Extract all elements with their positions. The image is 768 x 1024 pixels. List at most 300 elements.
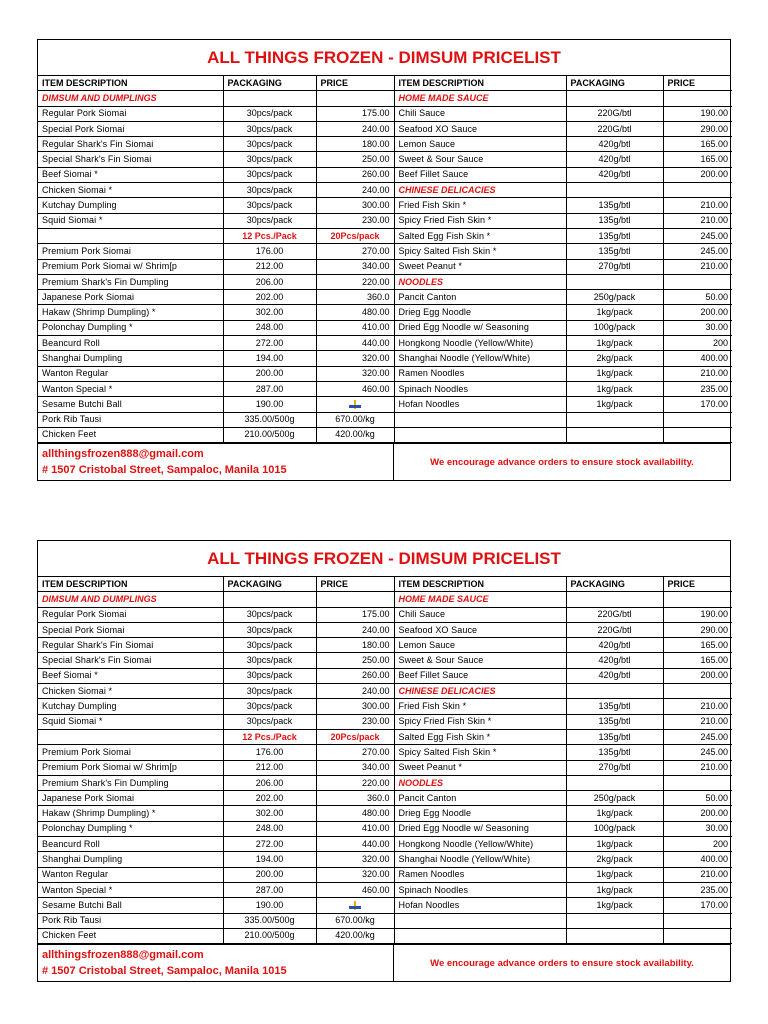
pack-size-heading: 20Pcs/pack [316, 729, 394, 744]
price-cell: 440.00 [316, 837, 394, 852]
column-header-packaging: PACKAGING [223, 76, 316, 91]
price-cell: 240.00 [316, 622, 394, 637]
price-cell: 440.00 [316, 336, 394, 351]
item-name: Drieg Egg Noodle [394, 806, 566, 821]
packaging-cell: 200.00 [223, 366, 316, 381]
packaging-cell: 100g/pack [566, 320, 663, 335]
item-name: Special Pork Siomai [38, 121, 223, 136]
packaging-cell: 1kg/pack [566, 837, 663, 852]
price-cell: 190.00 [663, 607, 732, 622]
packaging-cell: 206.00 [223, 274, 316, 289]
price-cell: 200.00 [663, 167, 732, 182]
packaging-cell: 420g/btl [566, 167, 663, 182]
column-header-item-description: ITEM DESCRIPTION [38, 76, 223, 91]
column-header-item-description: ITEM DESCRIPTION [394, 577, 566, 592]
pricelist-table [38, 76, 732, 443]
pack-size-heading: 12 Pcs./Pack [223, 729, 316, 744]
empty-cell [566, 913, 663, 928]
table-row [38, 106, 732, 121]
price-cell: 175.00 [316, 607, 394, 622]
packaging-cell: 30pcs/pack [223, 106, 316, 121]
item-name: Premium Pork Siomai [38, 745, 223, 760]
item-name: Hofan Noodles [394, 397, 566, 412]
packaging-cell: 30pcs/pack [223, 638, 316, 653]
price-cell: 245.00 [663, 244, 732, 259]
price-cell: 240.00 [316, 121, 394, 136]
packaging-cell: 420.00/kg [316, 427, 394, 442]
price-cell: 235.00 [663, 381, 732, 396]
table-row [38, 607, 732, 622]
price-cell: 300.00 [316, 198, 394, 213]
price-cell: 245.00 [663, 745, 732, 760]
packaging-cell: 1kg/pack [566, 381, 663, 396]
item-name: Premium Pork Siomai w/ Shrim[p [38, 259, 223, 274]
packaging-cell: 30pcs/pack [223, 198, 316, 213]
item-name: Dried Egg Noodle w/ Seasoning [394, 320, 566, 335]
empty-cell [394, 427, 566, 442]
table-row [38, 882, 732, 897]
column-header-price: PRICE [663, 577, 732, 592]
packaging-cell: 335.00/500g [223, 913, 316, 928]
packaging-cell: 202.00 [223, 290, 316, 305]
table-row [38, 320, 732, 335]
item-name: Wanton Special * [38, 882, 223, 897]
contact-address: # 1507 Cristobal Street, Sampaloc, Manila 1015 [42, 464, 287, 477]
price-cell: 165.00 [663, 137, 732, 152]
packaging-cell: 30pcs/pack [223, 167, 316, 182]
marker-icon [349, 901, 361, 910]
price-cell: 210.00 [663, 714, 732, 729]
table-row [38, 745, 732, 760]
price-cell: 340.00 [316, 760, 394, 775]
packaging-cell: 287.00 [223, 882, 316, 897]
table-row [38, 336, 732, 351]
empty-cell [223, 592, 316, 607]
empty-cell [663, 592, 732, 607]
packaging-cell: 1kg/pack [566, 305, 663, 320]
item-name: Seafood XO Sauce [394, 121, 566, 136]
price-cell: 240.00 [316, 183, 394, 198]
price-cell: 320.00 [316, 366, 394, 381]
category-heading: NOODLES [394, 775, 566, 790]
empty-cell [394, 913, 566, 928]
packaging-cell: 202.00 [223, 791, 316, 806]
category-heading: CHINESE DELICACIES [394, 183, 566, 198]
packaging-cell: 250g/pack [566, 791, 663, 806]
price-cell: 400.00 [663, 852, 732, 867]
table-row [38, 213, 732, 228]
column-header-packaging: PACKAGING [223, 577, 316, 592]
item-name: Sweet & Sour Sauce [394, 152, 566, 167]
table-row [38, 121, 732, 136]
packaging-cell: 200.00 [223, 867, 316, 882]
item-name: Hakaw (Shrimp Dumpling) * [38, 806, 223, 821]
item-name: Chicken Siomai * [38, 183, 223, 198]
item-name: Seafood XO Sauce [394, 622, 566, 637]
empty-cell [566, 775, 663, 790]
table-row [38, 290, 732, 305]
empty-cell [566, 592, 663, 607]
table-row [38, 91, 732, 106]
item-name: Regular Shark's Fin Siomai [38, 638, 223, 653]
table-row [38, 305, 732, 320]
packaging-cell: 176.00 [223, 244, 316, 259]
item-name: Premium Shark's Fin Dumpling [38, 274, 223, 289]
empty-cell [394, 412, 566, 427]
table-row [38, 852, 732, 867]
price-cell: 210.00 [663, 366, 732, 381]
price-cell: 270.00 [316, 244, 394, 259]
item-name: Sweet Peanut * [394, 760, 566, 775]
table-row [38, 167, 732, 182]
price-cell: 210.00 [663, 867, 732, 882]
column-header-price: PRICE [316, 577, 394, 592]
table-row [38, 760, 732, 775]
price-cell: 50.00 [663, 290, 732, 305]
packaging-cell: 135g/btl [566, 714, 663, 729]
table-row [38, 668, 732, 683]
price-cell: 210.00 [663, 259, 732, 274]
price-cell: 230.00 [316, 714, 394, 729]
column-header-price: PRICE [663, 76, 732, 91]
packaging-cell: 248.00 [223, 821, 316, 836]
price-cell: 210.00 [663, 213, 732, 228]
category-heading: HOME MADE SAUCE [394, 91, 566, 106]
item-name: Salted Egg Fish Skin * [394, 228, 566, 243]
price-cell: 360.0 [316, 290, 394, 305]
item-name: Shanghai Noodle (Yellow/White) [394, 852, 566, 867]
packaging-cell: 30pcs/pack [223, 213, 316, 228]
item-name: Salted Egg Fish Skin * [394, 729, 566, 744]
contact-email[interactable]: allthingsfrozen888@gmail.com [42, 448, 204, 461]
packaging-cell: 420g/btl [566, 668, 663, 683]
item-name: Beef Siomai * [38, 668, 223, 683]
pricelist-title: ALL THINGS FROZEN - DIMSUM PRICELIST [38, 40, 730, 76]
price-cell: 175.00 [316, 106, 394, 121]
packaging-cell: 135g/btl [566, 729, 663, 744]
price-cell: 230.00 [316, 213, 394, 228]
price-cell: 245.00 [663, 729, 732, 744]
item-name: Wanton Regular [38, 867, 223, 882]
advance-order-note: We encourage advance orders to ensure stock availability. [430, 957, 694, 969]
item-name: Spinach Noodles [394, 381, 566, 396]
item-name: Sweet & Sour Sauce [394, 653, 566, 668]
item-name: Hakaw (Shrimp Dumpling) * [38, 305, 223, 320]
item-name: Drieg Egg Noodle [394, 305, 566, 320]
table-row [38, 397, 732, 412]
item-name: Wanton Special * [38, 381, 223, 396]
packaging-cell: 194.00 [223, 852, 316, 867]
price-cell: 165.00 [663, 653, 732, 668]
item-name: Fried Fish Skin * [394, 198, 566, 213]
table-row [38, 729, 732, 744]
empty-cell [663, 274, 732, 289]
price-cell: 180.00 [316, 638, 394, 653]
price-cell: 300.00 [316, 699, 394, 714]
price-cell: 210.00 [663, 699, 732, 714]
item-name: Special Shark's Fin Siomai [38, 152, 223, 167]
empty-cell [566, 274, 663, 289]
price-cell: 270.00 [316, 745, 394, 760]
price-cell: 400.00 [663, 351, 732, 366]
table-row [38, 775, 732, 790]
packaging-cell: 335.00/500g [223, 412, 316, 427]
item-name: Polonchay Dumpling * [38, 821, 223, 836]
packaging-cell: 420g/btl [566, 152, 663, 167]
price-cell: 30.00 [663, 320, 732, 335]
packaging-cell: 30pcs/pack [223, 152, 316, 167]
packaging-cell: 270g/btl [566, 259, 663, 274]
contact-address: # 1507 Cristobal Street, Sampaloc, Manila 1015 [42, 965, 287, 978]
pricelist-table [38, 577, 732, 944]
pack-size-heading: 12 Pcs./Pack [223, 228, 316, 243]
item-name: Special Shark's Fin Siomai [38, 653, 223, 668]
item-name: Wanton Regular [38, 366, 223, 381]
packaging-cell: 220G/btl [566, 121, 663, 136]
packaging-cell: 272.00 [223, 837, 316, 852]
price-cell: 320.00 [316, 852, 394, 867]
table-row [38, 806, 732, 821]
item-name: Hongkong Noodle (Yellow/White) [394, 336, 566, 351]
packaging-cell: 30pcs/pack [223, 607, 316, 622]
item-name: Beef Fillet Sauce [394, 668, 566, 683]
table-row [38, 137, 732, 152]
column-header-packaging: PACKAGING [566, 76, 663, 91]
price-cell [316, 898, 394, 913]
packaging-cell: 100g/pack [566, 821, 663, 836]
advance-order-note: We encourage advance orders to ensure stock availability. [430, 456, 694, 468]
table-row [38, 228, 732, 243]
price-cell: 480.00 [316, 305, 394, 320]
header-row [38, 577, 732, 592]
price-cell: 460.00 [316, 381, 394, 396]
item-name: Japanese Pork Siomai [38, 290, 223, 305]
packaging-cell: 220G/btl [566, 106, 663, 121]
item-name: Regular Pork Siomai [38, 607, 223, 622]
pricelist-sheet-top [37, 39, 731, 481]
price-cell: 200.00 [663, 668, 732, 683]
empty-cell [316, 592, 394, 607]
item-name: Pork Rib Tausi [38, 412, 223, 427]
contact-block [38, 444, 394, 480]
empty-cell [394, 928, 566, 943]
table-row [38, 867, 732, 882]
packaging-cell: 420.00/kg [316, 928, 394, 943]
empty-cell [566, 928, 663, 943]
packaging-cell: 30pcs/pack [223, 684, 316, 699]
packaging-cell: 176.00 [223, 745, 316, 760]
item-name: Premium Pork Siomai [38, 244, 223, 259]
empty-cell [566, 183, 663, 198]
item-name: Pancit Canton [394, 290, 566, 305]
packaging-cell: 420g/btl [566, 653, 663, 668]
category-heading: CHINESE DELICACIES [394, 684, 566, 699]
packaging-cell: 210.00/500g [223, 427, 316, 442]
price-cell: 290.00 [663, 121, 732, 136]
packaging-cell: 30pcs/pack [223, 653, 316, 668]
item-name: Spicy Fried Fish Skin * [394, 213, 566, 228]
pricelist-sheet-bottom [37, 540, 731, 982]
packaging-cell: 190.00 [223, 898, 316, 913]
table-row [38, 837, 732, 852]
price-cell: 200.00 [663, 305, 732, 320]
price-cell: 250.00 [316, 152, 394, 167]
packaging-cell: 1kg/pack [566, 397, 663, 412]
marker-icon [349, 400, 361, 409]
packaging-cell: 135g/btl [566, 228, 663, 243]
packaging-cell: 1kg/pack [566, 898, 663, 913]
item-name: Kutchay Dumpling [38, 198, 223, 213]
table-row [38, 638, 732, 653]
contact-email[interactable]: allthingsfrozen888@gmail.com [42, 949, 204, 962]
packaging-cell: 220G/btl [566, 622, 663, 637]
item-name: Premium Pork Siomai w/ Shrim[p [38, 760, 223, 775]
packaging-cell: 220G/btl [566, 607, 663, 622]
packaging-cell: 1kg/pack [566, 867, 663, 882]
item-name: Squid Siomai * [38, 213, 223, 228]
empty-cell [663, 183, 732, 198]
packaging-cell: 272.00 [223, 336, 316, 351]
empty-cell [223, 91, 316, 106]
item-name: Lemon Sauce [394, 638, 566, 653]
packaging-cell: 1kg/pack [566, 366, 663, 381]
packaging-cell: 30pcs/pack [223, 699, 316, 714]
packaging-cell: 212.00 [223, 259, 316, 274]
item-name: Chili Sauce [394, 106, 566, 121]
table-row [38, 791, 732, 806]
price-cell [316, 397, 394, 412]
packaging-cell: 420g/btl [566, 638, 663, 653]
item-name: Pancit Canton [394, 791, 566, 806]
table-row [38, 714, 732, 729]
category-heading: DIMSUM AND DUMPLINGS [38, 91, 223, 106]
empty-cell [663, 91, 732, 106]
table-row [38, 274, 732, 289]
price-cell: 340.00 [316, 259, 394, 274]
table-row [38, 244, 732, 259]
table-row [38, 898, 732, 913]
item-name: Beancurd Roll [38, 336, 223, 351]
category-heading: DIMSUM AND DUMPLINGS [38, 592, 223, 607]
packaging-cell: 135g/btl [566, 745, 663, 760]
item-name: Shanghai Dumpling [38, 351, 223, 366]
contact-block [38, 945, 394, 981]
item-name: Ramen Noodles [394, 867, 566, 882]
price-cell: 200.00 [663, 806, 732, 821]
column-header-price: PRICE [316, 76, 394, 91]
empty-cell [566, 91, 663, 106]
packaging-cell: 212.00 [223, 760, 316, 775]
price-cell: 165.00 [663, 152, 732, 167]
packaging-cell: 30pcs/pack [223, 137, 316, 152]
item-name: Chicken Feet [38, 427, 223, 442]
price-cell: 360.0 [316, 791, 394, 806]
item-name: Spicy Salted Fish Skin * [394, 244, 566, 259]
item-name: Squid Siomai * [38, 714, 223, 729]
item-name: Sesame Butchi Ball [38, 397, 223, 412]
item-name: Premium Shark's Fin Dumpling [38, 775, 223, 790]
table-row [38, 381, 732, 396]
pricelist-title: ALL THINGS FROZEN - DIMSUM PRICELIST [38, 541, 730, 577]
packaging-cell: 270g/btl [566, 760, 663, 775]
table-row [38, 366, 732, 381]
packaging-cell: 30pcs/pack [223, 714, 316, 729]
header-row [38, 76, 732, 91]
packaging-cell: 420g/btl [566, 137, 663, 152]
packaging-cell: 302.00 [223, 305, 316, 320]
packaging-cell: 1kg/pack [566, 882, 663, 897]
table-row [38, 412, 732, 427]
item-name: Beef Siomai * [38, 167, 223, 182]
item-name: Special Pork Siomai [38, 622, 223, 637]
pricelist-footer [38, 443, 730, 480]
table-row [38, 198, 732, 213]
table-row [38, 684, 732, 699]
empty-cell [316, 91, 394, 106]
empty-cell [663, 928, 732, 943]
item-name: Hofan Noodles [394, 898, 566, 913]
item-name: Spicy Fried Fish Skin * [394, 714, 566, 729]
item-name: Regular Pork Siomai [38, 106, 223, 121]
pricelist-footer [38, 944, 730, 981]
item-name: Fried Fish Skin * [394, 699, 566, 714]
price-cell: 210.00 [663, 760, 732, 775]
packaging-cell: 30pcs/pack [223, 183, 316, 198]
empty-cell [663, 684, 732, 699]
item-name: Shanghai Dumpling [38, 852, 223, 867]
table-row [38, 913, 732, 928]
packaging-cell: 1kg/pack [566, 806, 663, 821]
item-name: Ramen Noodles [394, 366, 566, 381]
table-row [38, 699, 732, 714]
packaging-cell: 250g/pack [566, 290, 663, 305]
price-cell: 320.00 [316, 351, 394, 366]
price-cell: 410.00 [316, 821, 394, 836]
packaging-cell: 206.00 [223, 775, 316, 790]
price-cell: 220.00 [316, 274, 394, 289]
column-header-packaging: PACKAGING [566, 577, 663, 592]
item-name: Spicy Salted Fish Skin * [394, 745, 566, 760]
table-row [38, 928, 732, 943]
packaging-cell: 194.00 [223, 351, 316, 366]
packaging-cell: 30pcs/pack [223, 121, 316, 136]
empty-cell [38, 228, 223, 243]
packaging-cell: 2kg/pack [566, 351, 663, 366]
column-header-item-description: ITEM DESCRIPTION [394, 76, 566, 91]
price-cell: 170.00 [663, 898, 732, 913]
table-row [38, 653, 732, 668]
empty-cell [566, 684, 663, 699]
item-name: Pork Rib Tausi [38, 913, 223, 928]
price-cell: 250.00 [316, 653, 394, 668]
price-cell: 460.00 [316, 882, 394, 897]
packaging-cell: 135g/btl [566, 198, 663, 213]
price-cell: 240.00 [316, 684, 394, 699]
item-name: Sweet Peanut * [394, 259, 566, 274]
column-header-item-description: ITEM DESCRIPTION [38, 577, 223, 592]
empty-cell [663, 775, 732, 790]
price-cell: 180.00 [316, 137, 394, 152]
packaging-cell: 1kg/pack [566, 336, 663, 351]
packaging-cell: 30pcs/pack [223, 622, 316, 637]
empty-cell [38, 729, 223, 744]
empty-cell [663, 412, 732, 427]
item-name: Hongkong Noodle (Yellow/White) [394, 837, 566, 852]
price-cell: 170.00 [663, 397, 732, 412]
table-row [38, 259, 732, 274]
item-name: Beancurd Roll [38, 837, 223, 852]
item-name: Chicken Siomai * [38, 684, 223, 699]
